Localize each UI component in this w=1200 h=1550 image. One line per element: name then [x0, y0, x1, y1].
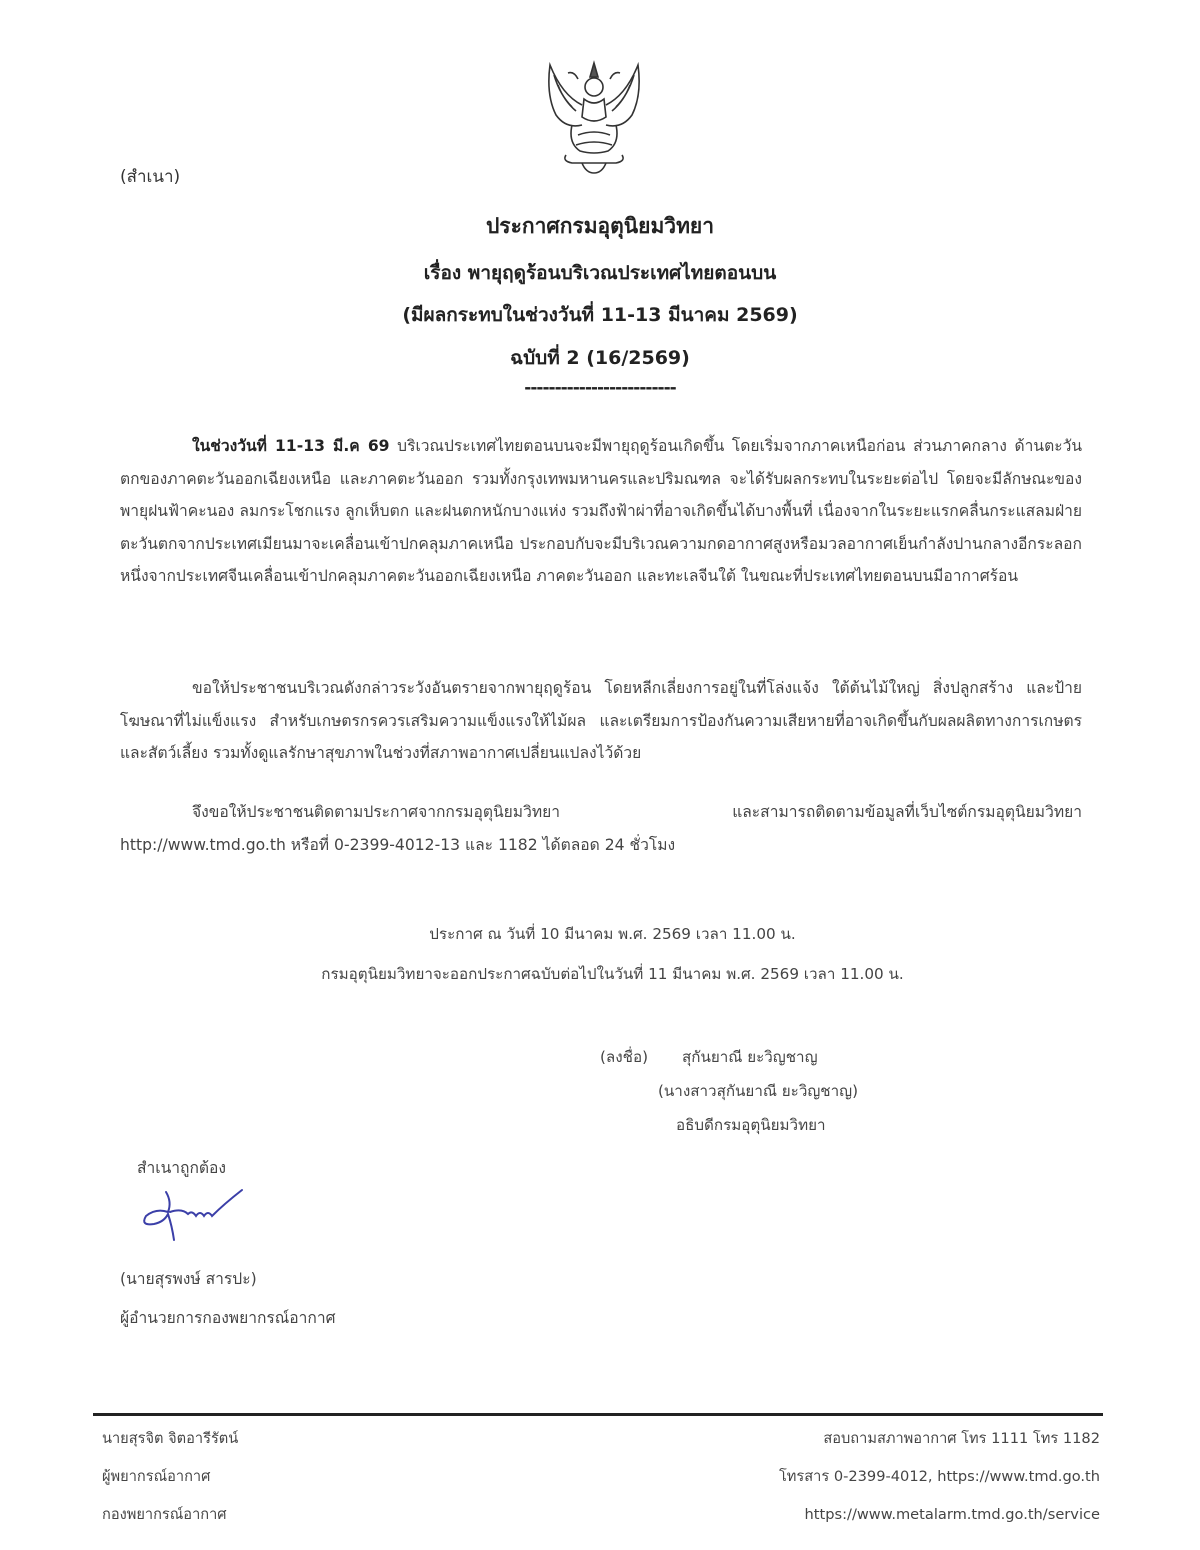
paragraph-text: บริเวณประเทศไทยตอนบนจะมีพายุฤดูร้อนเกิดขึ้น โดยเริ่มจากภาคเหนือก่อน ส่วนภาคกลาง ด้านตะวันตกของภาคตะวันออกเฉียงเหนือ และภาคตะวันออก รวมทั้งกรุงเทพมหานครและปริมณฑล จะได้รับผลกระทบในระยะต่อไป โดยจะมีลักษณะของพายุฝนฟ้าคะนอง ลมกระโชกแรง ลูกเห็บตก และฝนตกหนักบางแห่ง รวมถึงฟ้าผ่าที่อาจเกิดขึ้นได้บางพื้นที่ เนื่องจากในระยะแรกคลื่นกระแสลมฝ่ายตะวันตกจากประเทศเมียนมาจะเคลื่อนเข้าปกคลุมภาคเหนือ ประกอบกับจะมีบริเวณความกดอากาศสูงหรือมวลอากาศเย็นกำลังปานกลางอีกระลอกหนึ่งจากประเทศจีนเคลื่อนเข้าปกคลุมภาคตะวันออกเฉียงเหนือ ภาคตะวันออก และทะเลจีนใต้ ในขณะที่ประเทศไทยตอนบนมีอากาศร้อน: [120, 437, 1082, 585]
paragraph-text: ขอให้ประชาชนบริเวณดังกล่าวระวังอันตรายจากพายุฤดูร้อน โดยหลีกเลี่ยงการอยู่ในที่โล่งแจ้ง ใต้ต้นไม้ใหญ่ สิ่งปลูกสร้าง และป้ายโฆษณาที่ไม่แข็งแรง สำหรับเกษตรกรควรเสริมความแข็งแรงให้ไม้ผล และเตรียมการป้องกันความเสียหายที่อาจเกิดขึ้นกับผลผลิตทางการเกษตรและสัตว์เลี้ยง รวมทั้งดูแลรักษาสุขภาพในช่วงที่สภาพอากาศเปลี่ยนแปลงไว้ด้วย: [120, 679, 1082, 762]
signatory-full-name: (นางสาวสุกันยาณี ยะวิญชาญ): [658, 1082, 858, 1100]
effect-period: (มีผลกระทบในช่วงวันที่ 11-13 มีนาคม 2569): [402, 304, 798, 326]
paragraph-forecast: [120, 430, 1082, 593]
copy-mark: (สำเนา): [120, 167, 181, 187]
contact-fax-website: โทรสาร 0-2399-4012, https://www.tmd.go.th: [778, 1468, 1100, 1485]
certified-copy-label: สำเนาถูกต้อง: [137, 1159, 227, 1177]
contact-phone: สอบถามสภาพอากาศ โทร 1111 โทร 1182: [823, 1430, 1100, 1447]
signed-name: สุกันยาณี ยะวิญชาญ: [682, 1048, 818, 1066]
paragraph-lead: ในช่วงวันที่ 11-13 มี.ค 69: [192, 437, 390, 455]
forecaster-division: กองพยากรณ์อากาศ: [102, 1506, 227, 1523]
announcement-title: ประกาศกรมอุตุนิยมวิทยา: [485, 214, 715, 238]
footer-divider: [93, 1413, 1103, 1416]
issue-number: ฉบับที่ 2 (16/2569): [510, 347, 690, 369]
footer-contact: [779, 1420, 1100, 1534]
forecaster-name: นายสุรจิต จิตอารีรัตน์: [102, 1430, 239, 1447]
certifier-name: (นายสุรพงษ์ สารปะ): [120, 1270, 257, 1288]
footer-forecaster: [102, 1420, 238, 1534]
paragraph-text: จึงขอให้ประชาชนติดตามประกาศจากกรมอุตุนิยมวิทยา และสามารถติดตามข้อมูลที่เว็บไซต์กรมอุตุนิยมวิทยา http://www.tmd.go.th หรือที่ 0-2399-4012-13 และ 1182 ได้ตลอด 24 ชั่วโมง: [120, 803, 1082, 854]
announcement-subject: เรื่อง พายุฤดูร้อนบริเวณประเทศไทยตอนบน: [423, 262, 777, 284]
paragraph-follow-up: [120, 796, 1082, 861]
garuda-emblem-icon: [532, 55, 657, 180]
separator: -------------------------: [524, 378, 676, 398]
certifier-position: ผู้อำนวยการกองพยากรณ์อากาศ: [120, 1309, 336, 1327]
paragraph-advice: [120, 672, 1082, 770]
signed-label: (ลงชื่อ): [600, 1048, 649, 1066]
signatory-position: อธิบดีกรมอุตุนิยมวิทยา: [676, 1116, 826, 1134]
signatory-block: [600, 1040, 858, 1142]
handwritten-signature-icon: [138, 1182, 248, 1252]
contact-metalarm-link[interactable]: https://www.metalarm.tmd.go.th/service: [804, 1506, 1100, 1523]
forecaster-role: ผู้พยากรณ์อากาศ: [102, 1468, 211, 1485]
next-issue-date: กรมอุตุนิยมวิทยาจะออกประกาศฉบับต่อไปในวันที่ 11 มีนาคม พ.ศ. 2569 เวลา 11.00 น.: [321, 965, 904, 983]
issued-date: ประกาศ ณ วันที่ 10 มีนาคม พ.ศ. 2569 เวลา 11.00 น.: [429, 925, 796, 943]
